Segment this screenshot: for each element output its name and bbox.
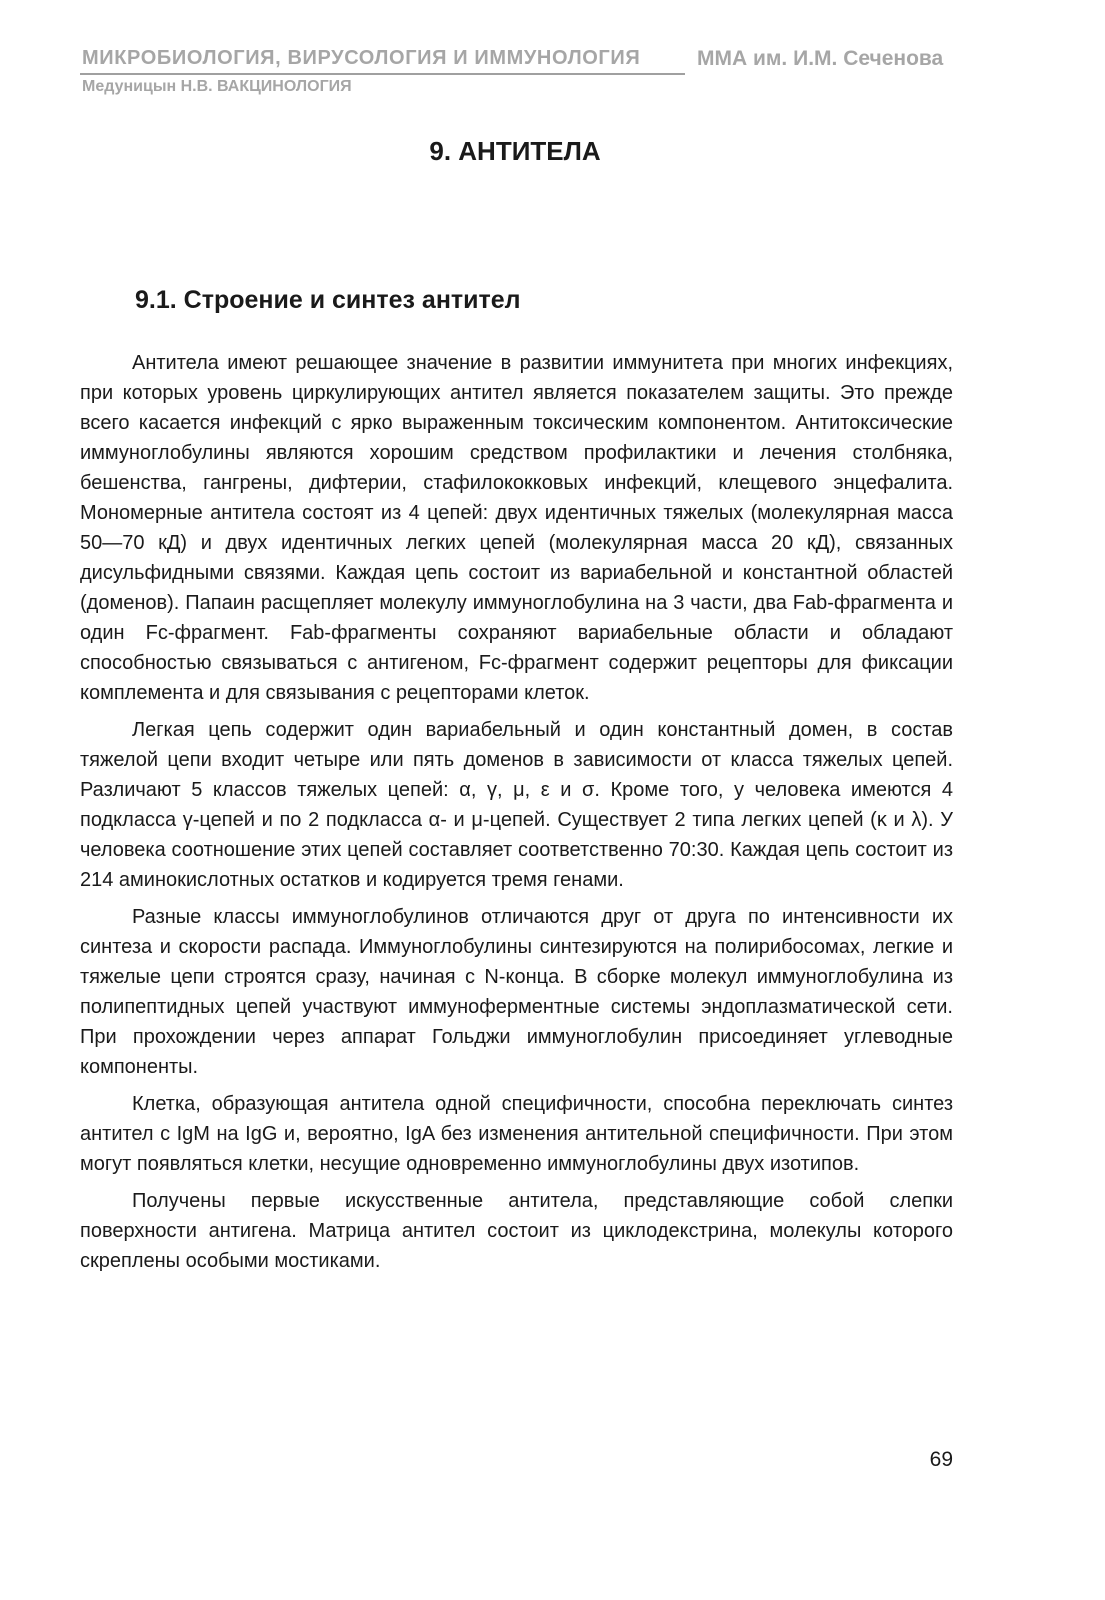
- header-author-book: Медуницын Н.В. ВАКЦИНОЛОГИЯ: [82, 78, 352, 95]
- header-rule: [80, 73, 685, 75]
- header-subject-title: МИКРОБИОЛОГИЯ, ВИРУСОЛОГИЯ И ИММУНОЛОГИЯ: [82, 47, 641, 69]
- body-text: [80, 348, 953, 1283]
- paragraph: Клетка, образующая антитела одной специфичности, способна переключать синтез антител с IgM на IgG и, вероятно, IgA без изменения антительной специфичности. При этом могут появляться клетки, несущие одновременно иммуноглобулины двух изотипов.: [80, 1093, 953, 1175]
- header-institution: ММА им. И.М. Сеченова: [697, 47, 944, 70]
- section-title: 9.1. Строение и синтез антител: [135, 286, 521, 314]
- paragraph: Разные классы иммуноглобулинов отличаются друг от друга по интенсивности их синтеза и скорости распада. Иммуноглобулины синтезируются на полирибосомах, легкие и тяжелые цепи строятся сразу, начиная с N-конца. В сборке молекул иммуноглобулина из полипептидных цепей участвуют иммуноферментные системы эндоплазматической сети. При прохождении через аппарат Гольджи иммуноглобулин присоединяет углеводные компоненты.: [80, 906, 953, 1078]
- paragraph: Антитела имеют решающее значение в развитии иммунитета при многих инфекциях, при которых уровень циркулирующих антител является показателем защиты. Это прежде всего касается инфекций с ярко выраженным токсическим компонентом. Антитоксические иммуноглобулины являются хорошим средством профилактики и лечения столбняка, бешенства, гангрены, дифтерии, стафилококковых инфекций, клещевого энцефалита. Мономерные антитела состоят из 4 цепей: двух идентичных тяжелых (молекулярная масса 50—70 кД) и двух идентичных легких цепей (молекулярная масса 20 кД), связанных дисульфидными связями. Каждая цепь состоит из вариабельной и константной областей (доменов). Папаин расщепляет молекулу иммуноглобулина на 3 части, два Fab-фрагмента и один Fc-фрагмент. Fab-фрагменты сохраняют вариабельные области и обладают способностью связываться с антигеном, Fc-фрагмент содержит рецепторы для фиксации комплемента и для связывания с рецепторами клеток.: [80, 352, 953, 704]
- chapter-title: 9. АНТИТЕЛА: [429, 136, 601, 166]
- page-number: 69: [929, 1448, 953, 1471]
- paragraph: Получены первые искусственные антитела, представляющие собой слепки поверхности антигена. Матрица антител состоит из циклодекстрина, молекулы которого скреплены особыми мостиками.: [80, 1190, 953, 1272]
- paragraph: Легкая цепь содержит один вариабельный и один константный домен, в состав тяжелой цепи входит четыре или пять доменов в зависимости от класса тяжелых цепей. Различают 5 классов тяжелых цепей: α, γ, μ, ε и σ. Кроме того, у человека имеются 4 подкласса γ-цепей и по 2 подкласса α- и μ-цепей. Существует 2 типа легких цепей (κ и λ). У человека соотношение этих цепей составляет соответственно 70:30. Каждая цепь состоит из 214 аминокислотных остатков и кодируется тремя генами.: [80, 719, 953, 891]
